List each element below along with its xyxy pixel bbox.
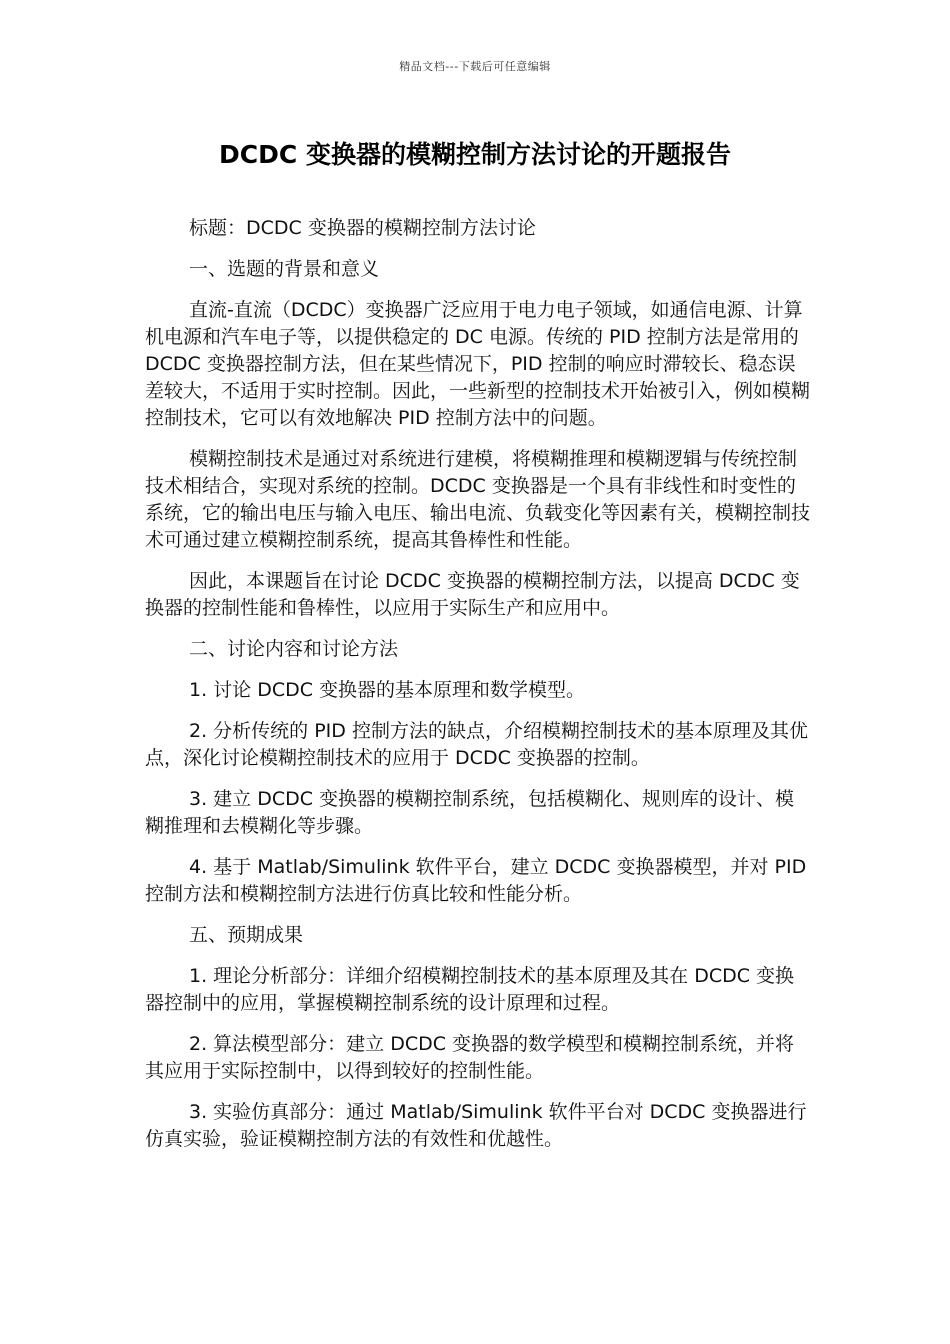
section-heading-research-content: 二、讨论内容和讨论方法 [189,638,399,660]
page-header-watermark: 精品文档---下载后可任意编辑 [399,60,551,73]
document-body [145,215,810,1167]
list-item: 2. 分析传统的 PID 控制方法的缺点，介绍模糊控制技术的基本原理及其优点，深化讨论模糊控制技术的应用于 DCDC 变换器的控制。 [145,720,808,769]
list-item: 4. 基于 Matlab/Simulink 软件平台，建立 DCDC 变换器模型，并对 PID 控制方法和模糊控制方法进行仿真比较和性能分析。 [145,856,807,905]
paragraph: 模糊控制技术是通过对系统进行建模，将模糊推理和模糊逻辑与传统控制技术相结合，实现对系统的控制。DCDC 变换器是一个具有非线性和时变性的系统，它的输出电压与输入电压、输出电流、负载变化等因素有关，模糊控制技术可通过建立模糊控制系统，提高其鲁棒性和性能。 [145,448,811,551]
document-title: DCDC 变换器的模糊控制方法讨论的开题报告 [219,140,731,169]
list-item: 3. 建立 DCDC 变换器的模糊控制系统，包括模糊化、规则库的设计、模糊推理和去模糊化等步骤。 [145,788,795,837]
list-item: 1. 讨论 DCDC 变换器的基本原理和数学模型。 [189,679,586,701]
section-heading-background: 一、选题的背景和意义 [189,258,380,280]
list-item: 3. 实验仿真部分：通过 Matlab/Simulink 软件平台对 DCDC 变换器进行仿真实验，验证模糊控制方法的有效性和优越性。 [145,1101,807,1150]
list-item: 2. 算法模型部分：建立 DCDC 变换器的数学模型和模糊控制系统，并将其应用于实际控制中，以得到较好的控制性能。 [145,1033,795,1082]
paragraph: 因此，本课题旨在讨论 DCDC 变换器的模糊控制方法，以提高 DCDC 变换器的控制性能和鲁棒性，以应用于实际生产和应用中。 [145,570,800,619]
paragraph: 直流-直流（DCDC）变换器广泛应用于电力电子领域，如通信电源、计算机电源和汽车电子等，以提供稳定的 DC 电源。传统的 PID 控制方法是常用的 DCDC 变换器控制方法，但在某些情况下，PID 控制的响应时滞较长、稳态误差较大，不适用于实时控制。因此，一些新型的控制技术开始被引入，例如模糊控制技术，它可以有效地解决 PID 控制方法中的问题。 [145,299,811,429]
subject-line: 标题：DCDC 变换器的模糊控制方法讨论 [189,217,536,239]
list-item: 1. 理论分析部分：详细介绍模糊控制技术的基本原理及其在 DCDC 变换器控制中的应用，掌握模糊控制系统的设计原理和过程。 [145,965,795,1014]
section-heading-expected-results: 五、预期成果 [189,924,304,946]
